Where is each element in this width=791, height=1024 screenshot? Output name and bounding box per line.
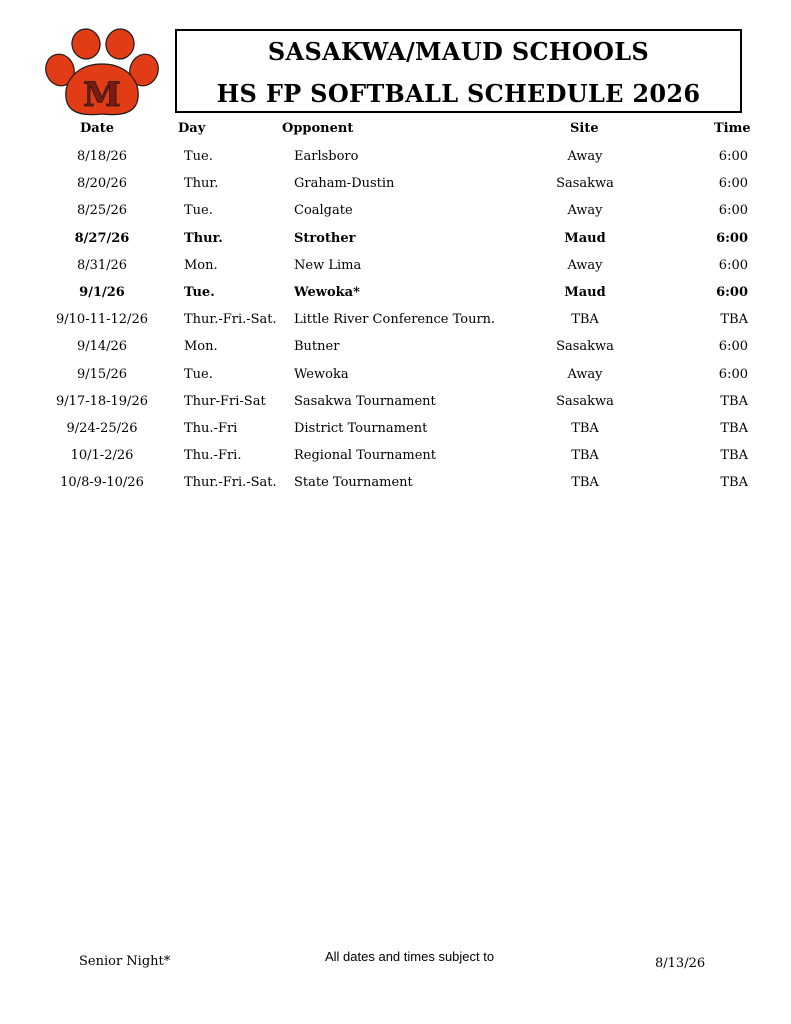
table-row [0, 285, 791, 305]
day-cell: Thur.-Fri.-Sat. [184, 475, 277, 490]
title-line-2: HS FP SOFTBALL SCHEDULE 2026 [216, 79, 701, 108]
logo-letter: M [83, 75, 121, 115]
opponent-cell: Wewoka* [294, 285, 360, 300]
date-cell: 9/10-11-12/26 [56, 312, 148, 327]
table-row [0, 176, 791, 196]
date-cell: 9/1/26 [79, 285, 125, 300]
day-cell: Mon. [184, 258, 218, 273]
paw-toe-2 [70, 28, 103, 61]
site-cell: Maud [564, 231, 606, 246]
table-row [0, 421, 791, 441]
date-cell: 9/14/26 [76, 339, 128, 354]
day-cell: Mon. [184, 339, 218, 354]
table-row [0, 394, 791, 414]
opponent-cell: Regional Tournament [294, 448, 437, 463]
opponent-cell: State Tournament [294, 475, 413, 490]
day-cell: Thur. [184, 231, 223, 246]
opponent-cell: District Tournament [294, 421, 428, 436]
table-row [0, 367, 791, 387]
opponent-cell: Little River Conference Tourn. [294, 312, 496, 327]
date-cell: 8/31/26 [76, 258, 128, 273]
time-cell: TBA [720, 421, 748, 436]
header-opponent: Opponent [282, 121, 354, 136]
day-cell: Tue. [184, 203, 213, 218]
site-cell: TBA [571, 448, 599, 463]
time-cell: TBA [720, 394, 748, 409]
opponent-cell: Wewoka [294, 367, 349, 382]
table-row [0, 203, 791, 223]
site-cell: Sasakwa [556, 176, 614, 191]
day-cell: Thu.-Fri [184, 421, 238, 436]
paw-logo [40, 28, 164, 116]
site-cell: TBA [571, 475, 599, 490]
time-cell: 6:00 [718, 367, 748, 382]
table-row [0, 231, 791, 251]
day-cell: Tue. [184, 285, 215, 300]
time-cell: TBA [720, 475, 748, 490]
opponent-cell: New Lima [294, 258, 362, 273]
time-cell: 6:00 [716, 285, 748, 300]
table-row [0, 448, 791, 468]
date-cell: 8/20/26 [76, 176, 128, 191]
disclaimer: All dates and times subject to [325, 949, 495, 964]
table-row [0, 339, 791, 359]
header-site: Site [570, 121, 599, 136]
date-cell: 9/17-18-19/26 [56, 394, 148, 409]
date-cell: 10/8-9-10/26 [60, 475, 144, 490]
time-cell: 6:00 [716, 231, 748, 246]
time-cell: TBA [720, 312, 748, 327]
site-cell: TBA [571, 312, 599, 327]
opponent-cell: Earlsboro [294, 149, 359, 164]
day-cell: Tue. [184, 367, 213, 382]
time-cell: TBA [720, 448, 748, 463]
time-cell: 6:00 [718, 149, 748, 164]
site-cell: Sasakwa [556, 339, 614, 354]
site-cell: Away [567, 203, 603, 218]
header-day: Day [178, 121, 206, 136]
site-cell: TBA [571, 421, 599, 436]
date-cell: 10/1-2/26 [70, 448, 134, 463]
senior-night-note: Senior Night* [79, 954, 171, 969]
opponent-cell: Strother [294, 231, 356, 246]
table-row [0, 149, 791, 169]
site-cell: Away [567, 367, 603, 382]
day-cell: Thur.-Fri.-Sat. [184, 312, 277, 327]
header-date: Date [80, 121, 114, 136]
title-box [175, 29, 742, 113]
opponent-cell: Sasakwa Tournament [294, 394, 436, 409]
date-cell: 8/25/26 [76, 203, 128, 218]
header-time: Time [714, 121, 751, 136]
day-cell: Thu.-Fri. [184, 448, 242, 463]
site-cell: Maud [564, 285, 606, 300]
table-row [0, 475, 791, 495]
site-cell: Away [567, 258, 603, 273]
date-cell: 8/18/26 [76, 149, 128, 164]
time-cell: 6:00 [718, 339, 748, 354]
date-cell: 8/27/26 [74, 231, 130, 246]
time-cell: 6:00 [718, 258, 748, 273]
time-cell: 6:00 [718, 203, 748, 218]
time-cell: 6:00 [718, 176, 748, 191]
day-cell: Thur. [184, 176, 219, 191]
day-cell: Tue. [184, 149, 213, 164]
title-line-1: SASAKWA/MAUD SCHOOLS [267, 37, 650, 66]
opponent-cell: Graham-Dustin [294, 176, 395, 191]
table-row [0, 312, 791, 332]
date-cell: 9/15/26 [76, 367, 128, 382]
date-cell: 9/24-25/26 [66, 421, 138, 436]
site-cell: Sasakwa [556, 394, 614, 409]
table-row [0, 258, 791, 278]
opponent-cell: Coalgate [294, 203, 353, 218]
opponent-cell: Butner [294, 339, 340, 354]
site-cell: Away [567, 149, 603, 164]
day-cell: Thur-Fri-Sat [184, 394, 266, 409]
revision-date: 8/13/26 [655, 956, 706, 971]
paw-toe-3 [104, 28, 137, 61]
